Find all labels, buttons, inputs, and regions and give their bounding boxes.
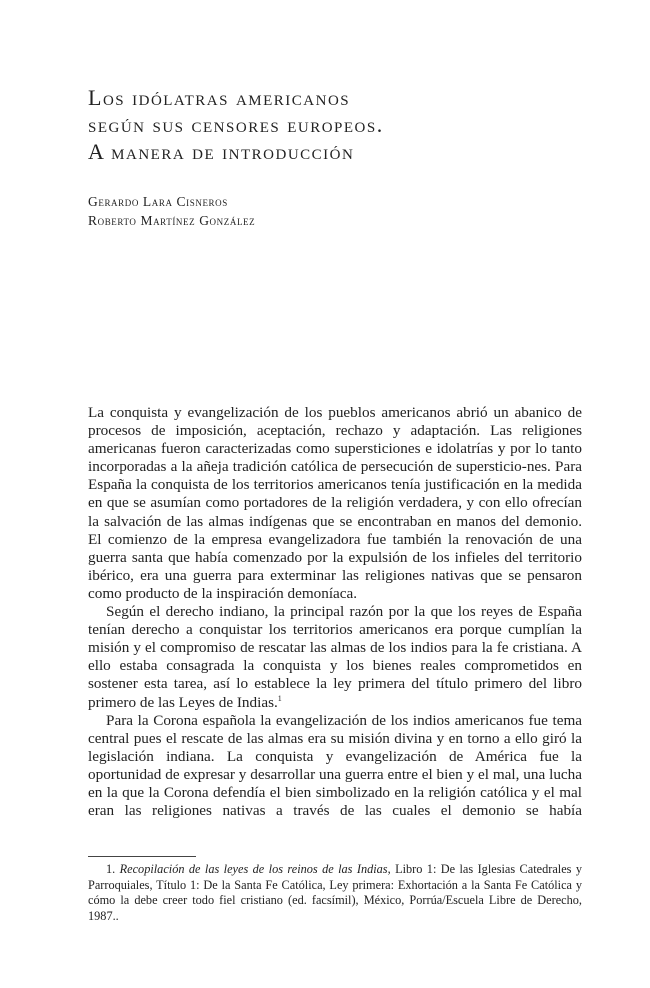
body-paragraph: Según el derecho indiano, la principal razón por la que los reyes de España tenían derecho a conquistar los territorios americanos era porque cumplían la misión y el compromiso de rescatar las almas de los indios para la fe cristiana. A ello estaba consagrada la conquista y los bienes reales comprometidos en sostener esta tarea, así lo establece la ley primera del título primero del libro primero de las Leyes de Indias.$^1$ xyxy=(88,603,582,711)
title-line-1: Los idólatras americanos xyxy=(88,85,351,110)
body-text xyxy=(88,404,582,820)
footnote-citation-title: Recopilación de las leyes de los reinos de las Indias xyxy=(119,862,388,876)
author-name: Gerardo Lara Cisneros xyxy=(88,194,228,209)
footnote-citation-rest: , Libro 1: De las Iglesias Catedrales y Parroquiales, Título 1: De la Santa Fe Católica, Ley primera: Exhortación a la Santa Fe Católica y cómo la debe creer todo fiel cristiano (ed. facsímil), México, Porrúa/Escuela Libre de Derecho, 1987.. xyxy=(88,862,582,923)
chapter-title xyxy=(88,84,588,165)
body-paragraph: Para la Corona española la evangelización de los indios americanos fue tema central pues el rescate de las almas era su misión divina y en torno a ello giró la legislación indiana. La conquista y evangelización de América fue la oportunidad de expresar y desarrollar una guerra entre el bien y el mal, una lucha en la que la Corona defendía el bien simbolizado en la religión católica y el mal eran las religiones nativas a través de las cuales el demonio se había xyxy=(88,711,582,820)
body-paragraph: La conquista y evangelización de los pueblos americanos abrió un abanico de procesos de imposición, aceptación, rechazo y adaptación. Las religiones americanas fueron caracterizadas como supersticiones e idolatrías y por lo tanto incorporadas a la añeja tradición católica de persecución de supersticio-nes. Para España la conquista de los territorios americanos tenía justificación en la medida en que se asumían como portadores de la religión verdadera, y con ello ofrecían la salvación de las almas indígenas que se encontraban en manos del demonio. El comienzo de la empresa evangelizadora fue también la renovación de una guerra santa que había comenzado por la expulsión de los infieles del territorio ibérico, era una guerra para exterminar las religiones nativas que se pensaron como producto de la inspiración demoníaca. xyxy=(88,404,582,602)
footnote xyxy=(88,862,582,924)
author-list xyxy=(88,192,255,230)
footnote-reference: 1 xyxy=(277,693,282,703)
title-line-3: A manera de introducción xyxy=(88,139,355,164)
footnote-divider xyxy=(88,856,196,857)
author-name: Roberto Martínez González xyxy=(88,213,256,228)
footnote-number: 1. xyxy=(106,862,120,876)
title-line-2: según sus censores europeos. xyxy=(88,112,384,137)
